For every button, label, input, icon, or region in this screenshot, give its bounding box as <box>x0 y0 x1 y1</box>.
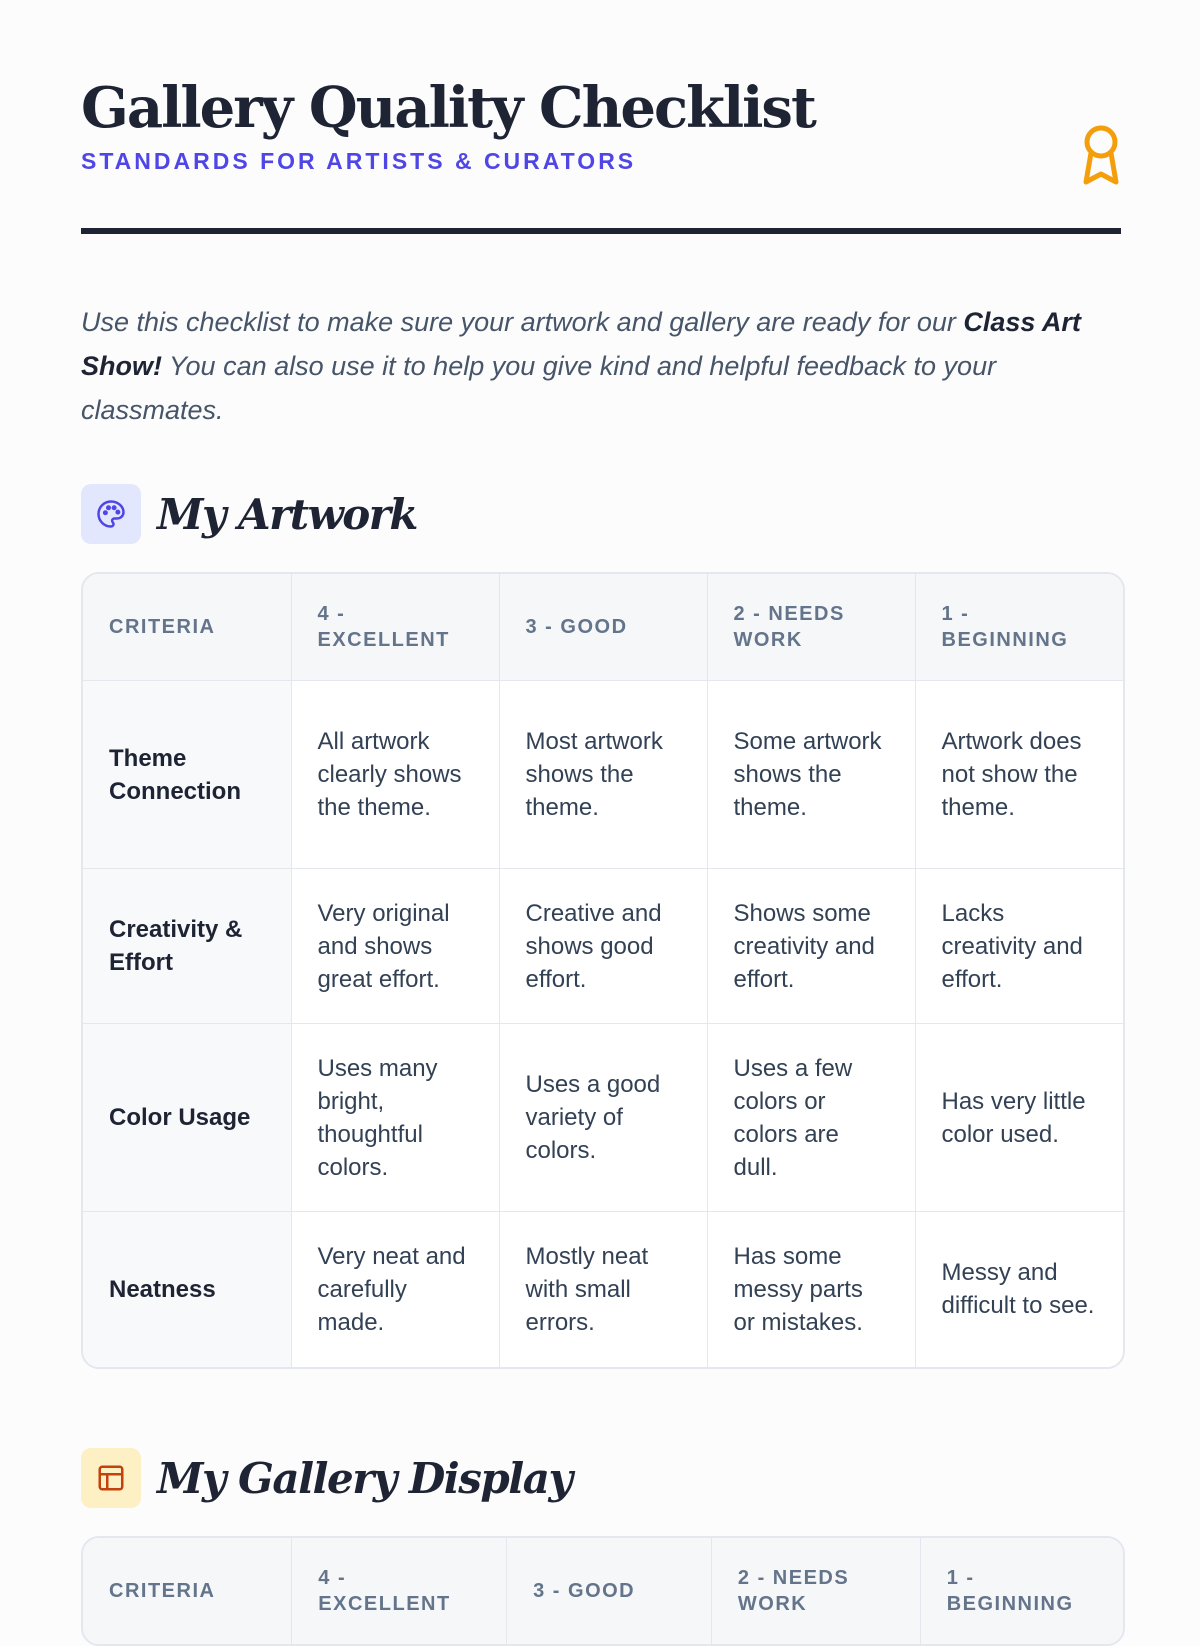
award-ribbon-icon <box>1081 124 1121 186</box>
table-cell: Very neat and carefully made. <box>291 1212 499 1367</box>
table-cell: Creative and shows good effort. <box>499 869 707 1024</box>
table-cell: Shows some creativity and effort. <box>707 869 915 1024</box>
page-header <box>81 75 1121 174</box>
section-header-my-gallery-display <box>81 1448 571 1508</box>
table-header-row <box>83 574 1123 681</box>
table-cell: Some artwork shows the theme. <box>707 681 915 869</box>
criteria-label: Color Usage <box>83 1024 291 1212</box>
column-header-beginning: 1 - BEGINNING <box>920 1538 1123 1644</box>
rubric-table-my-gallery-display <box>81 1536 1125 1646</box>
table-cell: All artwork clearly shows the theme. <box>291 681 499 869</box>
column-header-good: 3 - GOOD <box>499 574 707 681</box>
column-header-needs-work: 2 - NEEDS WORK <box>707 574 915 681</box>
column-header-excellent: 4 - EXCELLENT <box>292 1538 507 1644</box>
layout-icon-badge <box>81 1448 141 1508</box>
column-header-beginning: 1 - BEGINNING <box>915 574 1123 681</box>
section-title: My Artwork <box>157 489 418 539</box>
criteria-label: Neatness <box>83 1212 291 1367</box>
table-cell: Uses a few colors or colors are dull. <box>707 1024 915 1212</box>
intro-emphasis: Class Art Show! <box>81 307 1081 381</box>
palette-icon-badge <box>81 484 141 544</box>
table-row <box>83 869 1123 1024</box>
table-cell: Uses many bright, thoughtful colors. <box>291 1024 499 1212</box>
table-row <box>83 681 1123 869</box>
column-header-criteria: CRITERIA <box>83 1538 292 1644</box>
page-subtitle: STANDARDS FOR ARTISTS & CURATORS <box>81 148 637 174</box>
table-cell: Artwork does not show the theme. <box>915 681 1123 869</box>
table-cell: Messy and difficult to see. <box>915 1212 1123 1367</box>
column-header-excellent: 4 - EXCELLENT <box>291 574 499 681</box>
table-cell: Lacks creativity and effort. <box>915 869 1123 1024</box>
intro-text-before: Use this checklist to make sure your artwork and gallery are ready for our <box>81 307 964 337</box>
column-header-needs-work: 2 - NEEDS WORK <box>711 1538 920 1644</box>
palette-icon <box>96 499 126 529</box>
criteria-label: Creativity & Effort <box>83 869 291 1024</box>
table-row <box>83 1212 1123 1367</box>
table-cell: Most artwork shows the theme. <box>499 681 707 869</box>
header-divider <box>81 228 1121 234</box>
rubric-table-my-artwork <box>81 572 1125 1369</box>
section-header-my-artwork <box>81 484 417 544</box>
column-header-criteria: CRITERIA <box>83 574 291 681</box>
table-cell: Has very little color used. <box>915 1024 1123 1212</box>
layout-icon <box>96 1463 126 1493</box>
page-title: Gallery Quality Checklist <box>81 75 815 141</box>
table-cell: Uses a good variety of colors. <box>499 1024 707 1212</box>
intro-paragraph <box>81 300 1121 432</box>
table-cell: Mostly neat with small errors. <box>499 1212 707 1367</box>
column-header-good: 3 - GOOD <box>507 1538 712 1644</box>
criteria-label: Theme Connection <box>83 681 291 869</box>
table-header-row <box>83 1538 1123 1644</box>
intro-text-after: You can also use it to help you give kind and helpful feedback to your classmates. <box>81 351 997 425</box>
table-cell: Very original and shows great effort. <box>291 869 499 1024</box>
table-cell: Has some messy parts or mistakes. <box>707 1212 915 1367</box>
table-row <box>83 1024 1123 1212</box>
section-title: My Gallery Display <box>157 1453 572 1503</box>
